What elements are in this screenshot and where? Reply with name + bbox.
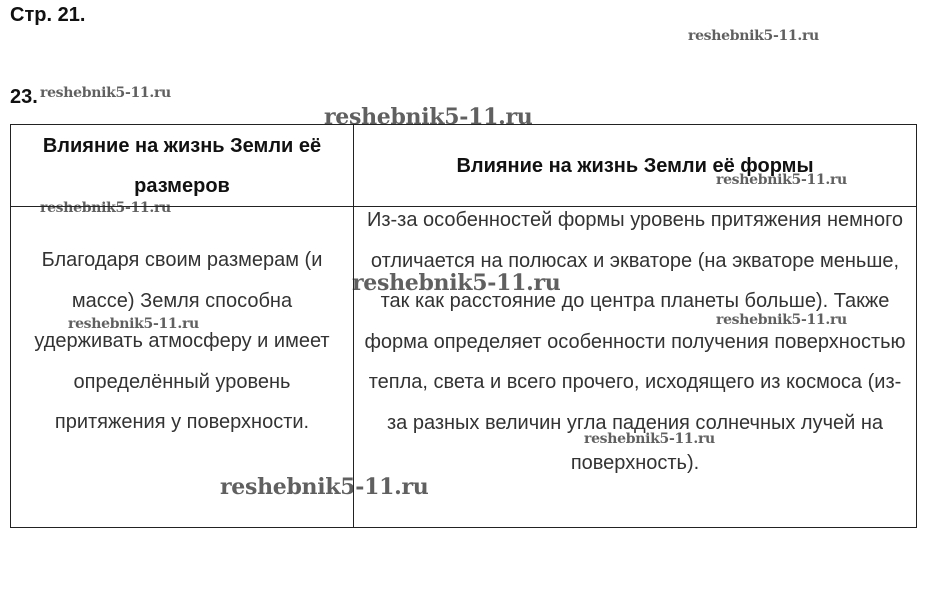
body-cell-size-influence: Благодаря своим размерам (и массе) Земля способна удерживать атмосферу и имеет определённый уровень притяжения у поверхности. bbox=[34, 249, 330, 433]
watermark: reshebnik5-11.ru bbox=[688, 28, 819, 44]
watermark: reshebnik5-11.ru bbox=[40, 200, 171, 216]
watermark: reshebnik5-11.ru bbox=[68, 316, 199, 332]
page-heading: Стр. 21. bbox=[10, 4, 86, 26]
watermark: reshebnik5-11.ru bbox=[220, 474, 429, 500]
watermark: reshebnik5-11.ru bbox=[716, 312, 847, 328]
body-cell-shape-influence: Из-за особенностей формы уровень притяжения немного отличается на полюсах и экваторе (на экваторе меньше, так как расстояние до центра планеты больше). Также форма определяет особенности получения поверхностью тепла, света и всего прочего, исходящего из космоса (из-за разных величин угла падения солнечных лучей на поверхность). bbox=[364, 209, 906, 474]
header-text-shape-influence: Влияние на жизнь Земли её формы bbox=[456, 154, 814, 177]
watermark: reshebnik5-11.ru bbox=[324, 104, 533, 130]
watermark: reshebnik5-11.ru bbox=[40, 85, 171, 101]
watermark: reshebnik5-11.ru bbox=[584, 431, 715, 447]
watermark: reshebnik5-11.ru bbox=[716, 172, 847, 188]
header-cell-shape-influence bbox=[354, 125, 916, 206]
header-cell-size-influence bbox=[11, 125, 353, 206]
answer-table bbox=[10, 124, 917, 528]
watermark: reshebnik5-11.ru bbox=[352, 270, 561, 296]
task-number: 23. bbox=[10, 86, 38, 108]
header-text-size-influence: Влияние на жизнь Земли её размеров bbox=[42, 134, 322, 197]
